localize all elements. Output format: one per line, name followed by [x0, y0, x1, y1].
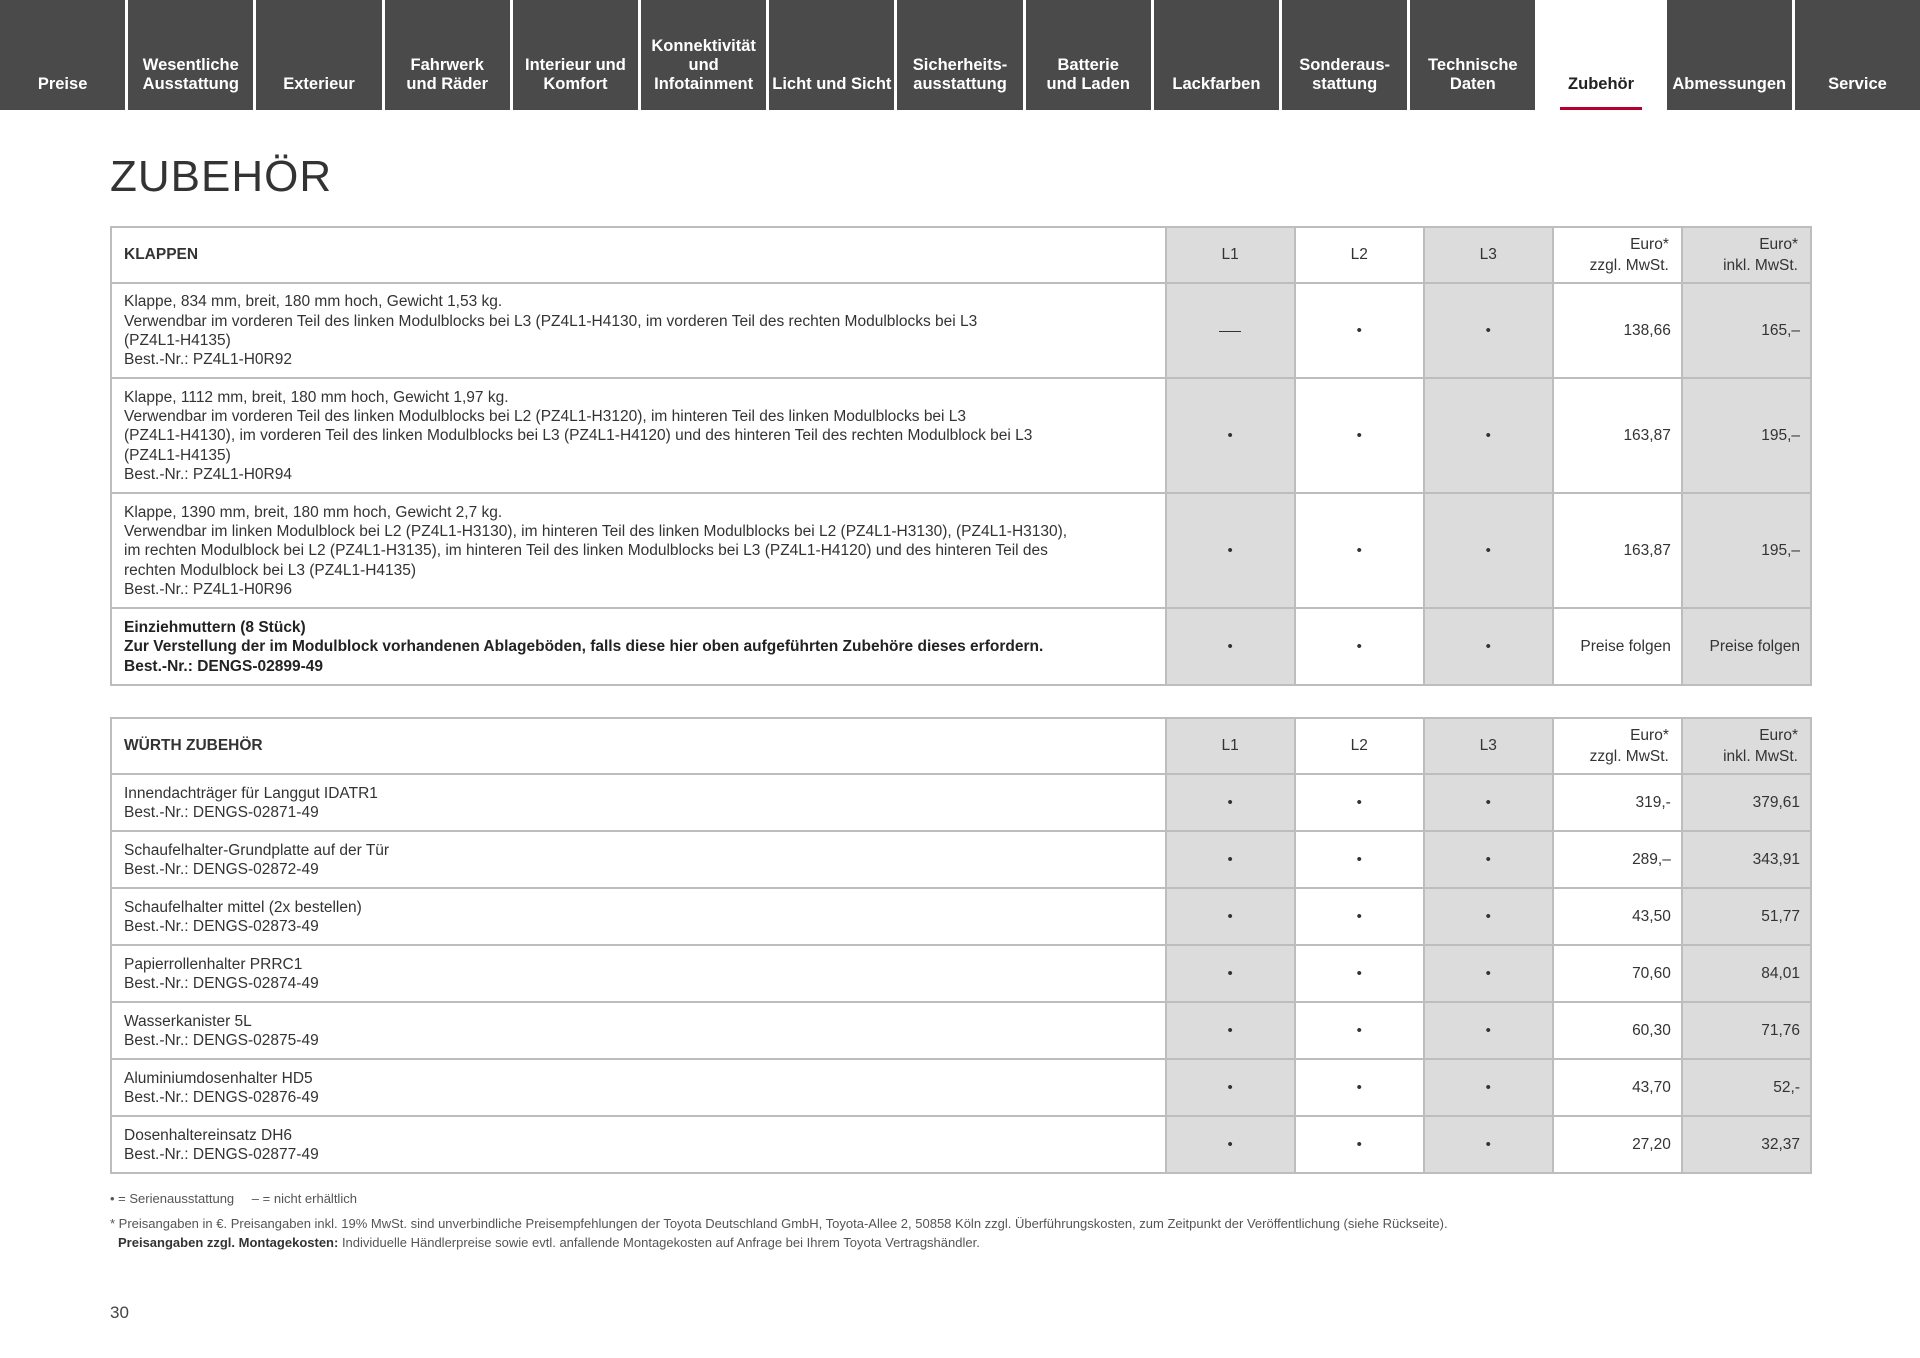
item-description: Aluminiumdosenhalter HD5 Best.-Nr.: DENGS-02876-49 — [111, 1059, 1166, 1116]
availability-l3: • — [1424, 1116, 1553, 1173]
tab-6[interactable]: Licht und Sicht — [769, 0, 897, 110]
tab-2[interactable]: Exterieur — [256, 0, 384, 110]
section-heading: KLAPPEN — [111, 227, 1166, 283]
table-row — [111, 774, 1811, 831]
availability-l3: • — [1424, 945, 1553, 1002]
column-header-l1: L1 — [1166, 227, 1295, 283]
availability-l1: • — [1166, 888, 1295, 945]
tab-4[interactable]: Interieur und Komfort — [513, 0, 641, 110]
availability-l1: • — [1166, 1116, 1295, 1173]
item-description: Dosenhaltereinsatz DH6 Best.-Nr.: DENGS-02877-49 — [111, 1116, 1166, 1173]
tab-8[interactable]: Batterie und Laden — [1026, 0, 1154, 110]
availability-l2: • — [1295, 608, 1424, 685]
price-excl-vat: Preise folgen — [1553, 608, 1682, 685]
price-excl-vat: 138,66 — [1553, 283, 1682, 378]
legend-serie: • = Serienausstattung — [110, 1191, 235, 1206]
availability-l2: • — [1295, 1116, 1424, 1173]
tab-10[interactable]: Sonderaus- stattung — [1282, 0, 1410, 110]
item-description: Klappe, 1390 mm, breit, 180 mm hoch, Gewicht 2,7 kg. Verwendbar im linken Modulblock bei L2 (PZ4L1-H3130), im hinteren Teil des linken Modulblocks bei L2 (PZ4L1-H3130), (PZ4L1-H3130), im rechten Modulblock bei L2 (PZ4L1-H3135), im hinteren Teil des linken Modulblocks bei L3 (PZ4L1-H4120) und des hinteren Teil des rechten Modulblock bei L3 (PZ4L1-H4135) Best.-Nr.: PZ4L1-H0R96 — [111, 493, 1166, 608]
section-heading: WÜRTH ZUBEHÖR — [111, 718, 1166, 774]
tab-9[interactable]: Lackfarben — [1154, 0, 1282, 110]
top-navigation — [0, 0, 1920, 110]
price-incl-vat: 71,76 — [1682, 1002, 1811, 1059]
availability-l2: • — [1295, 831, 1424, 888]
column-header-euro-incl: Euro* inkl. MwSt. — [1682, 718, 1811, 774]
column-header-l2: L2 — [1295, 227, 1424, 283]
availability-l1: • — [1166, 608, 1295, 685]
table-row — [111, 378, 1811, 493]
availability-l2: • — [1295, 1059, 1424, 1116]
column-header-l1: L1 — [1166, 718, 1295, 774]
price-excl-vat: 60,30 — [1553, 1002, 1682, 1059]
availability-l2: • — [1295, 888, 1424, 945]
tab-12[interactable]: Zubehör — [1538, 0, 1666, 110]
tab-1[interactable]: Wesentliche Ausstattung — [128, 0, 256, 110]
item-description: Papierrollenhalter PRRC1 Best.-Nr.: DENGS-02874-49 — [111, 945, 1166, 1002]
footnote-montage-label: Preisangaben zzgl. Montagekosten: — [118, 1235, 339, 1250]
availability-l2: • — [1295, 1002, 1424, 1059]
footnote-montage — [118, 1235, 980, 1250]
tab-11[interactable]: Technische Daten — [1410, 0, 1538, 110]
availability-l3: • — [1424, 831, 1553, 888]
wuerth-table — [110, 717, 1812, 1174]
price-incl-vat: Preise folgen — [1682, 608, 1811, 685]
availability-l3: • — [1424, 1002, 1553, 1059]
column-header-euro-incl: Euro* inkl. MwSt. — [1682, 227, 1811, 283]
table-row — [111, 1116, 1811, 1173]
availability-l3: • — [1424, 888, 1553, 945]
table-row — [111, 831, 1811, 888]
item-description: Schaufelhalter mittel (2x bestellen) Best.-Nr.: DENGS-02873-49 — [111, 888, 1166, 945]
table-header-row — [111, 227, 1811, 283]
availability-l1: • — [1166, 831, 1295, 888]
legend — [110, 1191, 371, 1206]
availability-l1: • — [1166, 1002, 1295, 1059]
column-header-euro-excl: Euro* zzgl. MwSt. — [1553, 718, 1682, 774]
availability-l1: • — [1166, 1059, 1295, 1116]
klappen-table — [110, 226, 1812, 686]
price-excl-vat: 289,– — [1553, 831, 1682, 888]
availability-l1: • — [1166, 378, 1295, 493]
price-excl-vat: 27,20 — [1553, 1116, 1682, 1173]
page-number: 30 — [110, 1303, 129, 1322]
table-row — [111, 1059, 1811, 1116]
price-incl-vat: 379,61 — [1682, 774, 1811, 831]
price-incl-vat: 51,77 — [1682, 888, 1811, 945]
price-excl-vat: 163,87 — [1553, 493, 1682, 608]
legend-not-available: – = nicht erhältlich — [251, 1191, 357, 1206]
price-incl-vat: 195,– — [1682, 378, 1811, 493]
footnote-montage-text: Individuelle Händlerpreise sowie evtl. anfallende Montagekosten auf Anfrage bei Ihrem Toyota Vertragshändler. — [338, 1235, 980, 1250]
price-excl-vat: 163,87 — [1553, 378, 1682, 493]
item-description: Klappe, 834 mm, breit, 180 mm hoch, Gewicht 1,53 kg. Verwendbar im vorderen Teil des linken Modulblocks bei L3 (PZ4L1-H4130, im vorderen Teil des rechten Modulblocks bei L3 (PZ4L1-H4135) Best.-Nr.: PZ4L1-H0R92 — [111, 283, 1166, 378]
availability-l2: • — [1295, 378, 1424, 493]
availability-l3: • — [1424, 1059, 1553, 1116]
tab-7[interactable]: Sicherheits- ausstattung — [897, 0, 1025, 110]
tab-5[interactable]: Konnektivität und Infotainment — [641, 0, 769, 110]
column-header-l2: L2 — [1295, 718, 1424, 774]
availability-l1: • — [1166, 493, 1295, 608]
availability-l3: • — [1424, 493, 1553, 608]
availability-l2: • — [1295, 774, 1424, 831]
column-header-l3: L3 — [1424, 227, 1553, 283]
item-description: Klappe, 1112 mm, breit, 180 mm hoch, Gewicht 1,97 kg. Verwendbar im vorderen Teil des linken Modulblocks bei L2 (PZ4L1-H3120), im hinteren Teil des linken Modulblocks bei L3 (PZ4L1-H4130), im vorderen Teil des linken Modulblocks bei L3 (PZ4L1-H4120) und des hinteren Teil des rechten Modulblock bei L3 (PZ4L1-H4135) Best.-Nr.: PZ4L1-H0R94 — [111, 378, 1166, 493]
table-row — [111, 493, 1811, 608]
price-excl-vat: 43,70 — [1553, 1059, 1682, 1116]
table-row — [111, 945, 1811, 1002]
price-excl-vat: 70,60 — [1553, 945, 1682, 1002]
availability-l2: • — [1295, 493, 1424, 608]
availability-l3: • — [1424, 378, 1553, 493]
column-header-l3: L3 — [1424, 718, 1553, 774]
availability-l1: • — [1166, 945, 1295, 1002]
price-excl-vat: 319,- — [1553, 774, 1682, 831]
tab-14[interactable]: Service — [1795, 0, 1920, 110]
footnote-prices: * Preisangaben in €. Preisangaben inkl. 19% MwSt. sind unverbindliche Preisempfehlungen der Toyota Deutschland GmbH, Toyota-Allee 2, 50858 Köln zzgl. Überführungskosten, zum Zeitpunkt der Veröffentlichung (siehe Rückseite). — [110, 1216, 1448, 1231]
table-row — [111, 608, 1811, 685]
price-incl-vat: 84,01 — [1682, 945, 1811, 1002]
price-incl-vat: 32,37 — [1682, 1116, 1811, 1173]
price-incl-vat: 52,- — [1682, 1059, 1811, 1116]
table-row — [111, 888, 1811, 945]
tab-3[interactable]: Fahrwerk und Räder — [385, 0, 513, 110]
tab-13[interactable]: Abmessungen — [1667, 0, 1795, 110]
availability-l2: • — [1295, 283, 1424, 378]
item-description: Schaufelhalter-Grundplatte auf der Tür Best.-Nr.: DENGS-02872-49 — [111, 831, 1166, 888]
availability-l1: • — [1166, 774, 1295, 831]
price-incl-vat: 195,– — [1682, 493, 1811, 608]
page-title: ZUBEHÖR — [110, 152, 333, 201]
availability-l1 — [1166, 283, 1295, 378]
availability-l2: • — [1295, 945, 1424, 1002]
not-available-dash — [1219, 331, 1241, 332]
item-description: Innendachträger für Langgut IDATR1 Best.-Nr.: DENGS-02871-49 — [111, 774, 1166, 831]
item-description: Einziehmuttern (8 Stück) Zur Verstellung der im Modulblock vorhandenen Ablageböden, falls diese hier oben aufgeführten Zubehöre dieses erfordern. Best.-Nr.: DENGS-02899-49 — [111, 608, 1166, 685]
availability-l3: • — [1424, 774, 1553, 831]
item-description: Wasserkanister 5L Best.-Nr.: DENGS-02875-49 — [111, 1002, 1166, 1059]
availability-l3: • — [1424, 608, 1553, 685]
table-header-row — [111, 718, 1811, 774]
column-header-euro-excl: Euro* zzgl. MwSt. — [1553, 227, 1682, 283]
price-excl-vat: 43,50 — [1553, 888, 1682, 945]
table-row — [111, 1002, 1811, 1059]
table-row — [111, 283, 1811, 378]
price-incl-vat: 343,91 — [1682, 831, 1811, 888]
availability-l3: • — [1424, 283, 1553, 378]
tab-0[interactable]: Preise — [0, 0, 128, 110]
price-incl-vat: 165,– — [1682, 283, 1811, 378]
